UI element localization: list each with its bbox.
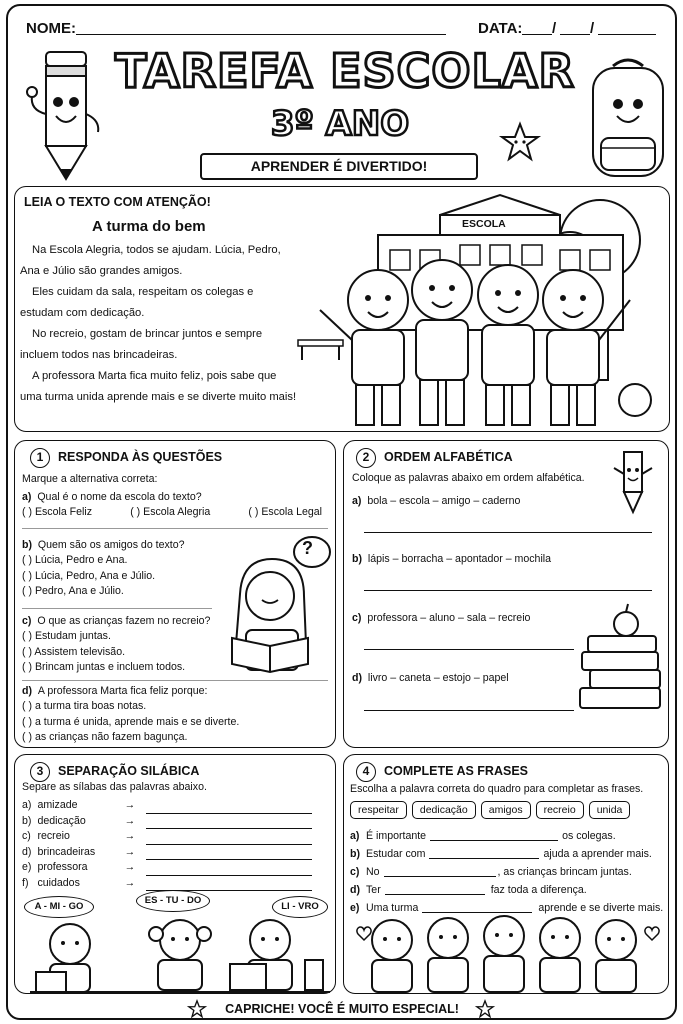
sentence-start: Uma turma bbox=[366, 901, 419, 914]
question-text: A professora Marta fica feliz porque: bbox=[37, 685, 208, 697]
question-label: b) bbox=[22, 539, 32, 551]
sentence-end: os colegas. bbox=[562, 829, 616, 842]
alphabetical-item bbox=[352, 611, 530, 626]
question-d bbox=[22, 684, 239, 745]
arrow-icon: → bbox=[124, 830, 136, 843]
section-1-instruction: Marque a alternativa correta: bbox=[22, 473, 158, 485]
word-chip[interactable]: amigos bbox=[481, 801, 531, 819]
sentence-end: faz toda a diferença. bbox=[490, 883, 587, 896]
item-label: a) bbox=[350, 829, 360, 842]
answer-line[interactable] bbox=[364, 590, 652, 591]
story-line: uma turma unida aprende mais e se diverte muito mais! bbox=[20, 391, 297, 403]
section-number: 4 bbox=[356, 762, 376, 782]
item-word: dedicação bbox=[37, 814, 86, 827]
date-month-field[interactable] bbox=[560, 34, 590, 35]
item-words: lápis – borracha – apontador – mochila bbox=[367, 553, 552, 565]
footer-message: CAPRICHE! VOCÊ É MUITO ESPECIAL! bbox=[225, 1002, 459, 1016]
item-word: recreio bbox=[37, 830, 70, 843]
school-sign: ESCOLA bbox=[462, 218, 506, 230]
sentence-start: É importante bbox=[366, 829, 427, 842]
section-1-header bbox=[30, 448, 222, 468]
sentence-end: aprende e se diverte mais. bbox=[538, 901, 664, 914]
answer-option[interactable]: ( ) a turma tira boas notas. bbox=[22, 700, 147, 713]
grade-title: 3º ANO bbox=[270, 104, 410, 144]
question-text: Qual é o nome da escola do texto? bbox=[37, 491, 202, 503]
name-field[interactable] bbox=[76, 34, 446, 35]
answer-option[interactable]: ( ) Escola Alegria bbox=[130, 506, 211, 519]
item-word: amizade bbox=[37, 799, 78, 812]
item-word: brincadeiras bbox=[37, 845, 96, 858]
date-label: DATA: bbox=[478, 20, 523, 37]
answer-line[interactable] bbox=[146, 844, 312, 845]
story-line: Ana e Júlio são grandes amigos. bbox=[20, 265, 183, 277]
item-label: a) bbox=[22, 799, 32, 812]
answer-line[interactable] bbox=[146, 859, 312, 860]
divider bbox=[22, 608, 212, 609]
section-number: 3 bbox=[30, 762, 50, 782]
story-line: Eles cuidam da sala, respeitam os colegas e bbox=[32, 286, 254, 298]
question-a bbox=[22, 490, 332, 521]
story-title: A turma do bem bbox=[92, 218, 206, 235]
section-title: RESPONDA ÀS QUESTÕES bbox=[58, 450, 223, 464]
pencil-icon bbox=[608, 448, 658, 518]
alphabetical-item bbox=[352, 671, 509, 686]
answer-option[interactable]: ( ) Lúcia, Pedro e Ana. bbox=[22, 554, 128, 567]
question-label: d) bbox=[22, 685, 32, 697]
question-b bbox=[22, 538, 185, 599]
alphabetical-item bbox=[352, 494, 520, 509]
date-year-field[interactable] bbox=[598, 34, 656, 35]
reading-instruction: LEIA O TEXTO COM ATENÇÃO! bbox=[24, 195, 211, 209]
blank-field[interactable] bbox=[430, 840, 558, 841]
children-group-illustration bbox=[352, 914, 662, 992]
item-label: c) bbox=[350, 865, 360, 878]
section-3-instruction: Separe as sílabas das palavras abaixo. bbox=[22, 781, 207, 793]
story-line: A professora Marta fica muito feliz, pois sabe que bbox=[32, 370, 277, 382]
word-chip[interactable]: unida bbox=[589, 801, 631, 819]
word-chip[interactable]: recreio bbox=[536, 801, 584, 819]
blank-field[interactable] bbox=[429, 858, 539, 859]
item-words: bola – escola – amigo – caderno bbox=[367, 495, 521, 507]
item-label: b) bbox=[22, 814, 32, 827]
sentence-list bbox=[350, 826, 666, 916]
section-title: ORDEM ALFABÉTICA bbox=[384, 450, 513, 464]
item-label: a) bbox=[352, 495, 362, 507]
section-title: SEPARAÇÃO SILÁBICA bbox=[58, 764, 200, 778]
arrow-icon: → bbox=[124, 814, 136, 827]
story-line: estudam com dedicação. bbox=[20, 307, 145, 319]
word-chip[interactable]: respeitar bbox=[350, 801, 407, 819]
answer-line[interactable] bbox=[364, 710, 574, 711]
syllable-list bbox=[22, 798, 312, 891]
star-icon bbox=[188, 1000, 206, 1018]
item-label: e) bbox=[350, 901, 360, 914]
question-label: a) bbox=[22, 491, 32, 503]
answer-option[interactable]: ( ) Assistem televisão. bbox=[22, 645, 126, 658]
star-icon bbox=[476, 1000, 494, 1018]
blank-field[interactable] bbox=[385, 894, 485, 895]
answer-line[interactable] bbox=[364, 649, 574, 650]
answer-option[interactable]: ( ) a turma é unida, aprende mais e se diverte. bbox=[22, 715, 240, 728]
pencil-mascot-icon bbox=[20, 44, 110, 184]
item-words: livro – caneta – estojo – papel bbox=[367, 672, 509, 684]
section-number: 1 bbox=[30, 448, 50, 468]
section-3-header bbox=[30, 762, 199, 782]
syllable-bubble: A - MI - GO bbox=[24, 896, 94, 918]
item-word: cuidados bbox=[37, 876, 80, 889]
sentence-end: , as crianças brincam juntas. bbox=[497, 865, 632, 878]
section-2-instruction: Coloque as palavras abaixo em ordem alfabética. bbox=[352, 472, 585, 484]
answer-option[interactable]: ( ) Lúcia, Pedro, Ana e Júlio. bbox=[22, 569, 156, 582]
syllable-bubble: ES - TU - DO bbox=[136, 890, 210, 912]
answer-line[interactable] bbox=[146, 828, 312, 829]
section-title: COMPLETE AS FRASES bbox=[384, 764, 528, 778]
word-bank bbox=[350, 800, 630, 819]
divider bbox=[22, 680, 328, 681]
date-separator: / bbox=[552, 20, 557, 37]
arrow-icon: → bbox=[124, 861, 136, 874]
title-ribbon: APRENDER É DIVERTIDO! bbox=[200, 153, 478, 180]
answer-option[interactable]: ( ) Brincam juntas e incluem todos. bbox=[22, 660, 186, 673]
date-separator: / bbox=[590, 20, 595, 37]
item-label: d) bbox=[22, 845, 32, 858]
section-4-header bbox=[356, 762, 528, 782]
answer-option[interactable]: ( ) Estudam juntas. bbox=[22, 630, 111, 643]
children-studying-illustration bbox=[30, 916, 330, 994]
answer-option[interactable]: ( ) as crianças não fazem bagunça. bbox=[22, 730, 188, 743]
section-2-header bbox=[356, 448, 513, 468]
answer-option[interactable]: ( ) Escola Legal bbox=[248, 506, 322, 519]
page-title: TAREFA ESCOLAR bbox=[115, 44, 575, 98]
item-label: c) bbox=[22, 830, 31, 843]
sentence-start: No bbox=[366, 865, 380, 878]
question-text: Quem são os amigos do texto? bbox=[37, 539, 185, 551]
item-label: e) bbox=[22, 861, 32, 874]
question-c bbox=[22, 614, 210, 675]
syllable-bubble: LI - VRO bbox=[272, 896, 328, 918]
sentence-start: Ter bbox=[366, 883, 381, 896]
story-line: No recreio, gostam de brincar juntos e sempre bbox=[32, 328, 263, 340]
item-label: d) bbox=[352, 672, 362, 684]
name-label: NOME: bbox=[26, 20, 76, 37]
word-chip[interactable]: dedicação bbox=[412, 801, 476, 819]
blank-field[interactable] bbox=[422, 912, 532, 913]
item-label: d) bbox=[350, 883, 360, 896]
item-label: f) bbox=[22, 876, 29, 889]
section-4-instruction: Escolha a palavra correta do quadro para completar as frases. bbox=[350, 783, 644, 795]
arrow-icon: → bbox=[124, 799, 136, 812]
date-day-field[interactable] bbox=[522, 34, 552, 35]
question-text: O que as crianças fazem no recreio? bbox=[37, 615, 211, 627]
sentence-end: ajuda a aprender mais. bbox=[543, 847, 652, 860]
alphabetical-item bbox=[352, 552, 551, 567]
story-line: Na Escola Alegria, todos se ajudam. Lúcia, Pedro, bbox=[32, 244, 281, 256]
divider bbox=[22, 528, 328, 529]
blank-field[interactable] bbox=[384, 876, 496, 877]
item-label: c) bbox=[352, 612, 362, 624]
girl-reading-illustration bbox=[222, 534, 332, 674]
section-number: 2 bbox=[356, 448, 376, 468]
answer-line[interactable] bbox=[146, 875, 312, 876]
arrow-icon: → bbox=[124, 876, 136, 889]
story-line: incluem todos nas brincadeiras. bbox=[20, 349, 178, 361]
answer-line[interactable] bbox=[364, 532, 652, 533]
question-label: c) bbox=[22, 615, 32, 627]
answer-option[interactable]: ( ) Pedro, Ana e Júlio. bbox=[22, 584, 124, 597]
sentence-start: Estudar com bbox=[366, 847, 426, 860]
item-label: b) bbox=[350, 847, 360, 860]
answer-line[interactable] bbox=[146, 813, 312, 814]
answer-option[interactable]: ( ) Escola Feliz bbox=[22, 506, 93, 519]
item-label: b) bbox=[352, 553, 362, 565]
item-word: professora bbox=[37, 861, 88, 874]
story-text bbox=[20, 240, 312, 408]
books-apple-icon bbox=[578, 602, 668, 712]
arrow-icon: → bbox=[124, 845, 136, 858]
star-icon bbox=[500, 122, 540, 162]
question-mark-icon: ? bbox=[302, 538, 313, 558]
item-words: professora – aluno – sala – recreio bbox=[367, 612, 531, 624]
backpack-mascot-icon bbox=[583, 56, 673, 186]
